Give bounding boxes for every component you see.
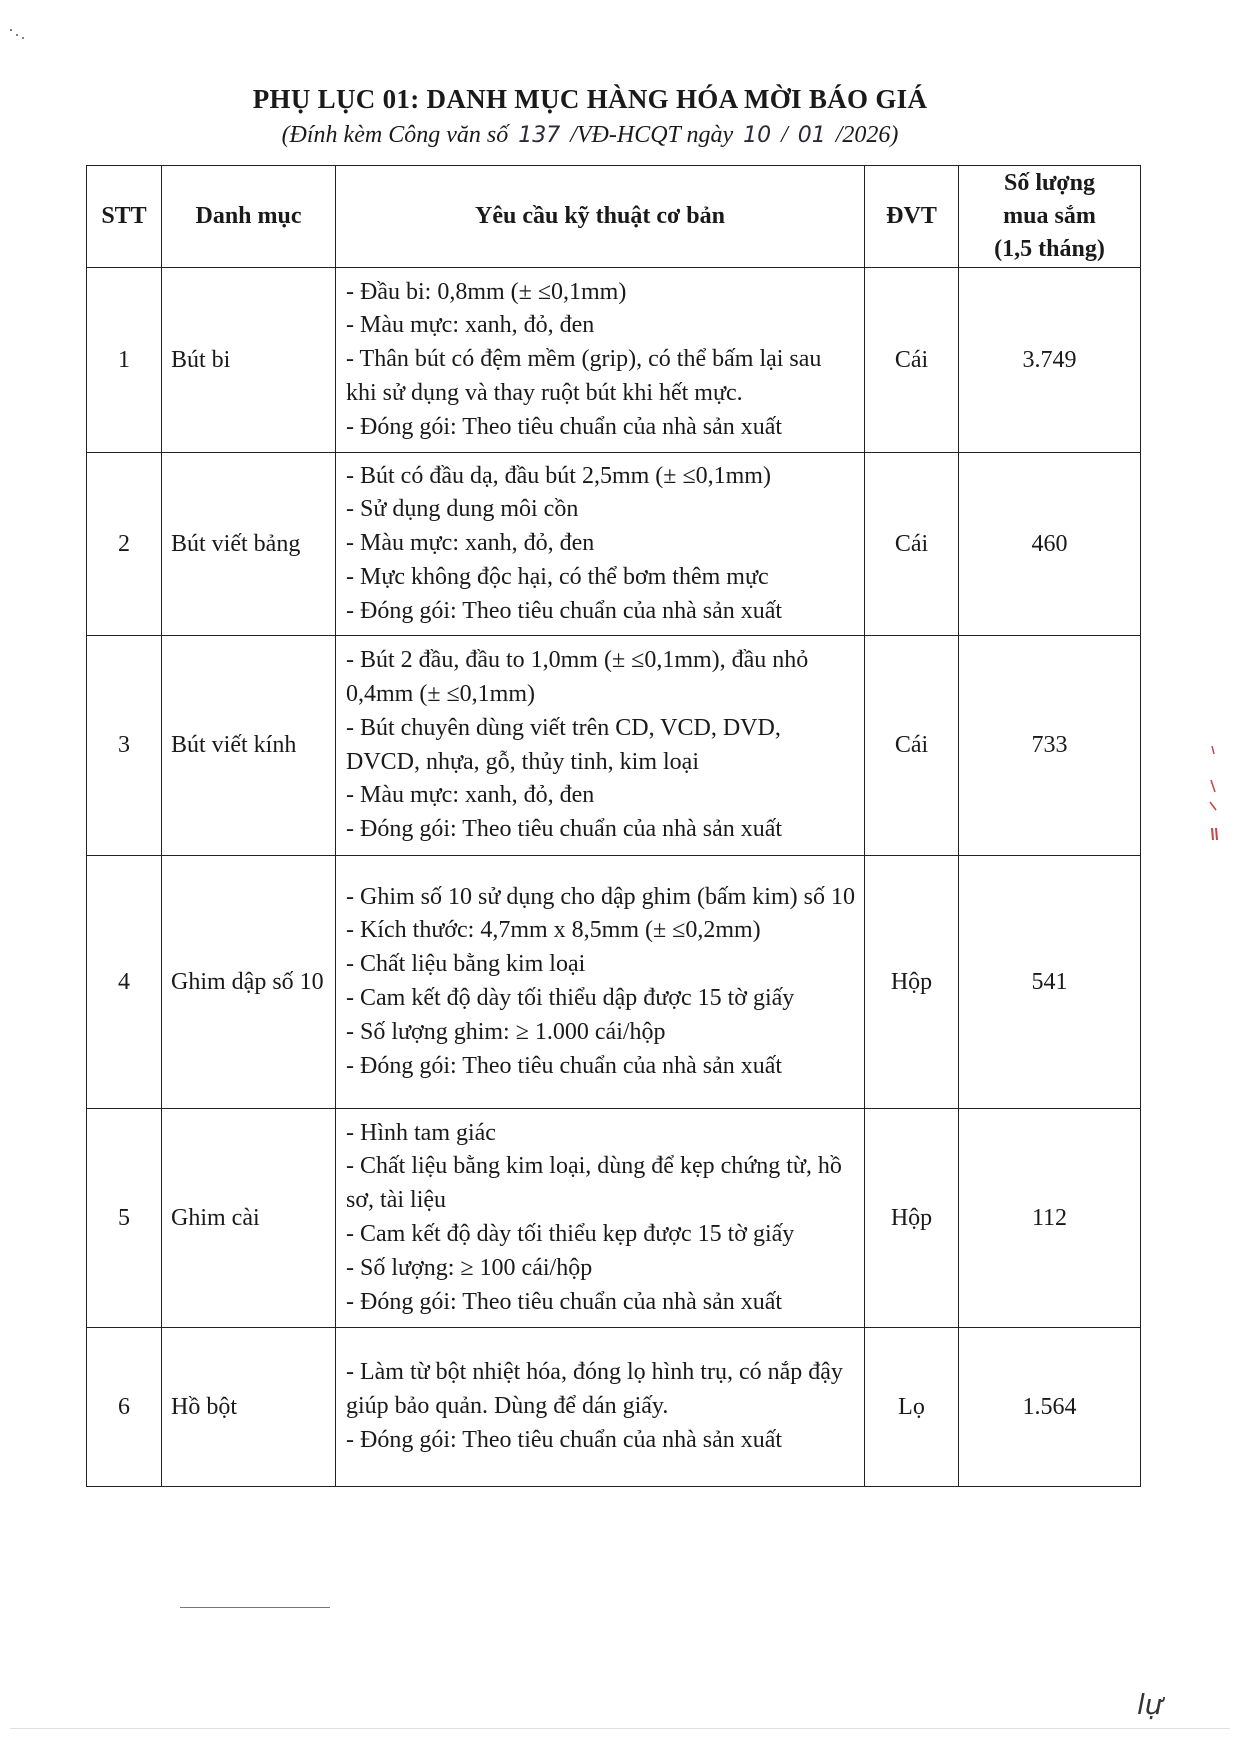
row-requirements (336, 1328, 865, 1487)
row-unit: Cái (865, 268, 959, 453)
requirement-line: - Đóng gói: Theo tiêu chuẩn của nhà sản xuất (346, 1288, 783, 1315)
requirement-line: - Đầu bi: 0,8mm (± ≤0,1mm) (346, 278, 627, 305)
header-quantity (959, 166, 1141, 268)
requirement-line: - Thân bút có đệm mềm (grip), có thể bấm lại sau khi sử dụng và thay ruột bút khi hết mực. (346, 346, 822, 406)
requirement-line: - Cam kết độ dày tối thiểu dập được 15 tờ giấy (346, 985, 795, 1011)
row-quantity: 460 (959, 453, 1141, 636)
row-unit: Cái (865, 636, 959, 856)
goods-table (86, 165, 1141, 1487)
requirement-line: - Làm từ bột nhiệt hóa, đóng lọ hình trụ, có nắp đậy giúp bảo quản. Dùng để dán giấy. (346, 1359, 843, 1420)
header-quantity-line: mua sắm (1003, 203, 1096, 229)
row-stt: 2 (87, 453, 162, 636)
row-category: Bút viết bảng (162, 453, 336, 636)
requirement-line: - Màu mực: xanh, đỏ, đen (346, 530, 595, 557)
row-category: Ghim dập số 10 (162, 856, 336, 1109)
table-row (87, 1328, 1141, 1487)
row-requirements (336, 636, 865, 856)
header-unit: ĐVT (865, 166, 959, 268)
row-requirements (336, 856, 865, 1109)
scan-edge-line (10, 1728, 1230, 1729)
requirement-line: - Đóng gói: Theo tiêu chuẩn của nhà sản xuất (346, 1426, 783, 1453)
table-row (87, 856, 1141, 1109)
handwritten-doc-number: 137 (518, 123, 561, 148)
requirement-line: - Cam kết độ dày tối thiểu kẹp được 15 tờ giấy (346, 1221, 795, 1247)
table-row (87, 1109, 1141, 1328)
divider-line (180, 1607, 330, 1608)
table-header-row (87, 166, 1141, 268)
subtitle-month-separator: / (781, 122, 788, 148)
handwritten-month: 01 (797, 123, 826, 148)
row-category: Ghim cài (162, 1109, 336, 1328)
table-row (87, 636, 1141, 856)
requirement-line: - Kích thước: 4,7mm x 8,5mm (± ≤0,2mm) (346, 917, 761, 944)
requirement-line: - Mực không độc hại, có thể bơm thêm mực (346, 563, 769, 590)
handwritten-day: 10 (743, 123, 772, 148)
requirement-line: - Sử dụng dung môi cồn (346, 496, 579, 523)
requirement-line: - Màu mực: xanh, đỏ, đen (346, 782, 595, 809)
row-stt: 5 (87, 1109, 162, 1328)
row-category: Hồ bột (162, 1328, 336, 1487)
row-quantity: 733 (959, 636, 1141, 856)
subtitle-middle: /VĐ-HCQT ngày (570, 122, 734, 148)
row-stt: 6 (87, 1328, 162, 1487)
requirement-line: - Hình tam giác (346, 1119, 496, 1146)
row-stt: 1 (87, 268, 162, 453)
row-category: Bút viết kính (162, 636, 336, 856)
header-stt: STT (87, 166, 162, 268)
requirement-line: - Số lượng: ≥ 100 cái/hộp (346, 1254, 593, 1281)
row-requirements (336, 1109, 865, 1328)
requirement-line: - Đóng gói: Theo tiêu chuẩn của nhà sản xuất (346, 1052, 783, 1079)
document-title: PHỤ LỤC 01: DANH MỤC HÀNG HÓA MỜI BÁO GIÁ (252, 84, 928, 114)
row-quantity: 1.564 (959, 1328, 1141, 1487)
red-margin-stamp-mark (1208, 740, 1220, 850)
requirement-line: - Số lượng ghim: ≥ 1.000 cái/hộp (346, 1018, 666, 1045)
row-category: Bút bi (162, 268, 336, 453)
requirement-line: - Đóng gói: Theo tiêu chuẩn của nhà sản xuất (346, 413, 783, 440)
requirement-line: - Đóng gói: Theo tiêu chuẩn của nhà sản xuất (346, 816, 783, 843)
requirement-line: - Đóng gói: Theo tiêu chuẩn của nhà sản xuất (346, 597, 783, 624)
header-category: Danh mục (162, 166, 336, 268)
subtitle-prefix: (Đính kèm Công văn số (281, 122, 509, 148)
row-requirements (336, 453, 865, 636)
requirement-line: - Ghim số 10 sử dụng cho dập ghim (bấm kim) số 10 (346, 883, 855, 910)
requirement-line: - Bút chuyên dùng viết trên CD, VCD, DVD, DVCD, nhựa, gỗ, thủy tinh, kim loại (346, 714, 781, 775)
requirement-line: - Chất liệu bằng kim loại, dùng để kẹp chứng từ, hồ sơ, tài liệu (346, 1153, 842, 1214)
row-quantity: 3.749 (959, 268, 1141, 453)
handwritten-initials: lự (1137, 1688, 1163, 1721)
row-requirements (336, 268, 865, 453)
row-unit: Hộp (865, 1109, 959, 1328)
row-stt: 3 (87, 636, 162, 856)
row-quantity: 541 (959, 856, 1141, 1109)
header-requirements: Yêu cầu kỹ thuật cơ bản (336, 166, 865, 268)
row-unit: Hộp (865, 856, 959, 1109)
row-quantity: 112 (959, 1109, 1141, 1328)
scan-speck-marks (8, 26, 28, 42)
table-row (87, 453, 1141, 636)
header-quantity-line: (1,5 tháng) (994, 236, 1105, 262)
subtitle-suffix: /2026) (835, 122, 899, 148)
header-quantity-line: Số lượng (1003, 170, 1096, 196)
requirement-line: - Bút có đầu dạ, đầu bút 2,5mm (± ≤0,1mm) (346, 462, 771, 489)
document-subtitle (0, 122, 1180, 149)
requirement-line: - Bút 2 đầu, đầu to 1,0mm (± ≤0,1mm), đầu nhỏ 0,4mm (± ≤0,1mm) (346, 647, 809, 707)
row-unit: Lọ (865, 1328, 959, 1487)
requirement-line: - Chất liệu bằng kim loại (346, 951, 586, 978)
row-stt: 4 (87, 856, 162, 1109)
table-row (87, 268, 1141, 453)
requirement-line: - Màu mực: xanh, đỏ, đen (346, 312, 595, 339)
row-unit: Cái (865, 453, 959, 636)
